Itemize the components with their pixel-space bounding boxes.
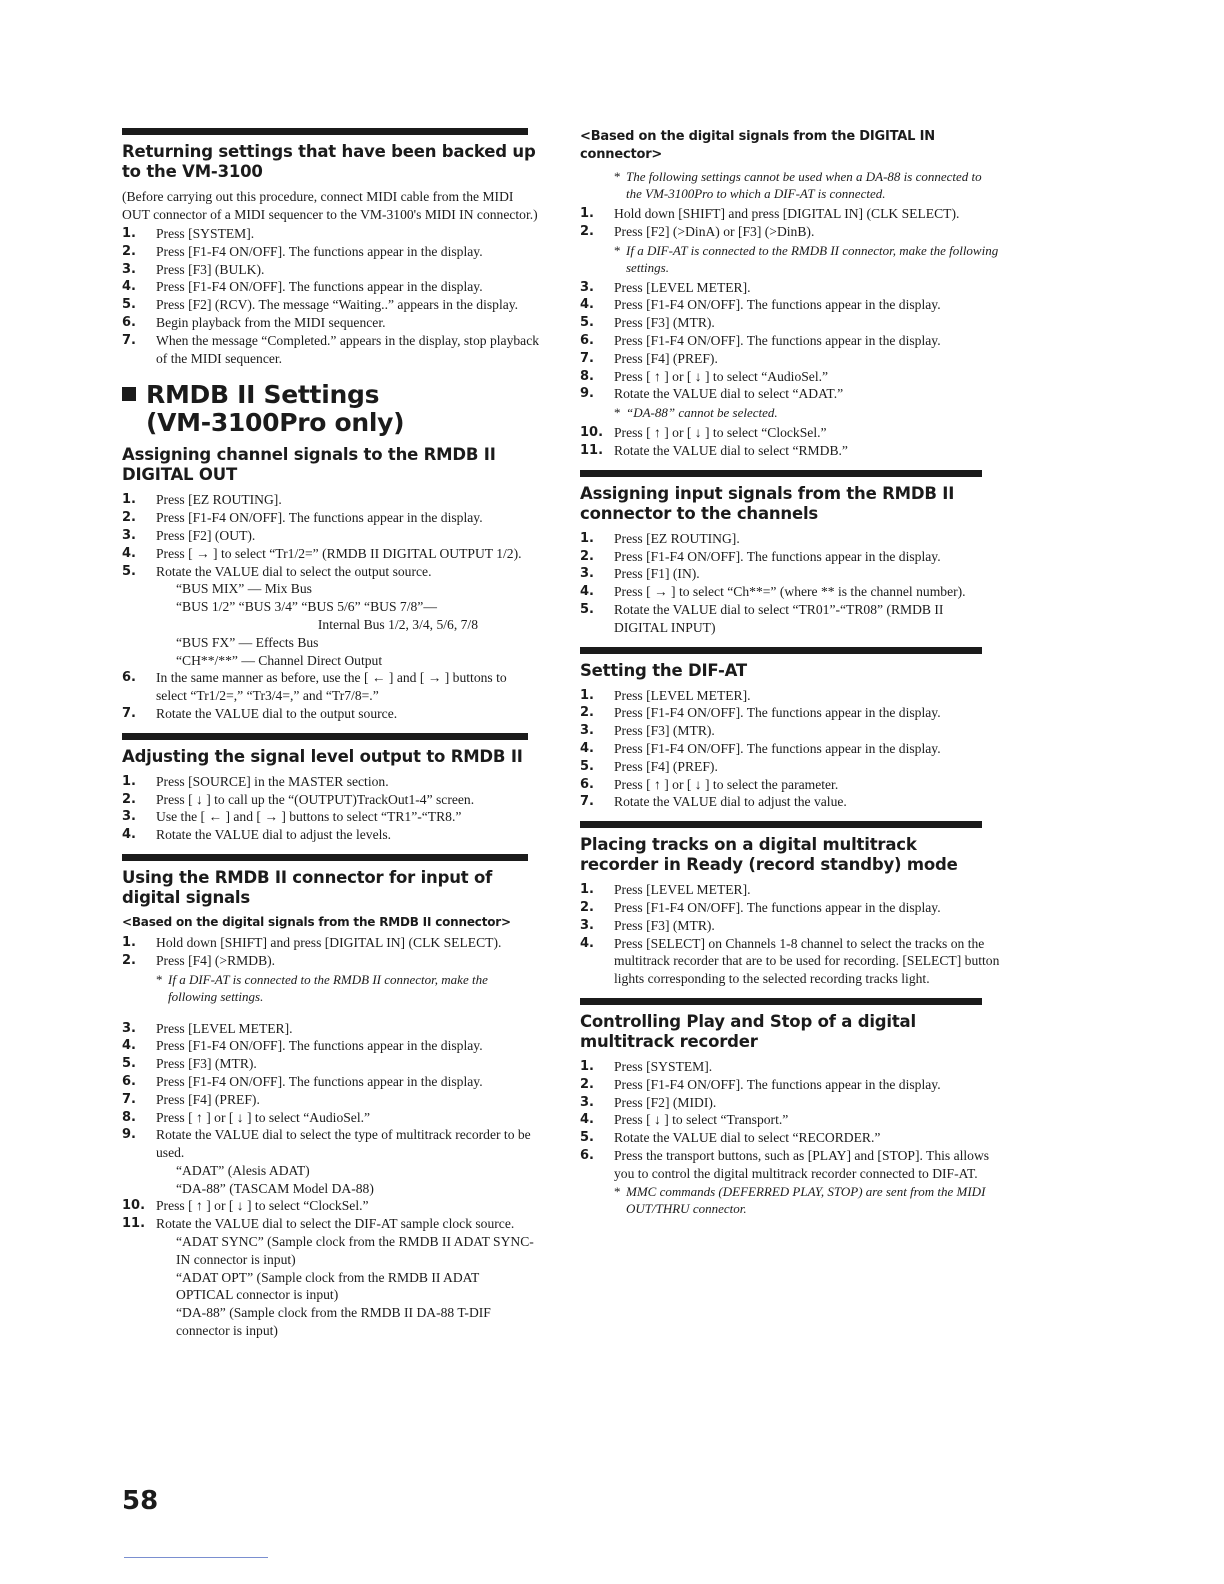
- section-rule: [580, 821, 982, 828]
- step-number: 4.: [580, 740, 594, 756]
- section-subtitle: <Based on the digital signals from the DIGITAL IN connector>: [580, 129, 935, 162]
- step-item: [580, 548, 1000, 566]
- page-number: 58: [122, 1486, 159, 1516]
- step-text: In the same manner as before, use the [ ← ] and [ → ] buttons to select “Tr1/2=,” “Tr3/4=,” and “Tr7/8=.”: [156, 670, 507, 704]
- step-text: Rotate the VALUE dial to select “RECORDER.”: [614, 1130, 881, 1146]
- step-text: Press [F1-F4 ON/OFF]. The functions appear in the display.: [614, 740, 941, 756]
- step-number: 10.: [580, 425, 604, 441]
- section-title: Placing tracks on a digital multitrack recorder in Ready (record standby) mode: [580, 835, 958, 875]
- step-item: [122, 1109, 540, 1127]
- step-text: Press [F1-F4 ON/OFF]. The functions appear in the display.: [614, 297, 941, 313]
- step-item: [122, 1215, 540, 1233]
- section-title: Assigning channel signals to the RMDB II DIGITAL OUT: [122, 445, 496, 485]
- section-title: Assigning input signals from the RMDB II connector to the channels: [580, 483, 955, 523]
- step-text: Hold down [SHIFT] and press [DIGITAL IN] (CLK SELECT).: [156, 934, 502, 950]
- step-number: 5.: [122, 563, 136, 579]
- section-intro: (Before carrying out this procedure, connect MIDI cable from the MIDI OUT connector of a MIDI sequencer to the VM-3100's MIDI IN connector.): [122, 189, 538, 222]
- step-text: Press [ → ] to select “Ch**=” (where ** is the channel number).: [614, 584, 966, 600]
- step-number: 1.: [122, 492, 136, 508]
- step-list: [122, 1197, 540, 1233]
- section-rule: [122, 854, 528, 861]
- step-item: [580, 881, 1000, 899]
- step-text: Press [F3] (MTR).: [614, 723, 715, 739]
- step-number: 6.: [122, 670, 136, 686]
- step-item: [580, 1094, 1000, 1112]
- square-bullet-icon: [122, 387, 136, 401]
- step-item: [580, 935, 1000, 988]
- step-text: Press [F1-F4 ON/OFF]. The functions appear in the display.: [614, 332, 941, 348]
- step-text: Press [ ↓ ] to select “Transport.”: [614, 1112, 789, 1128]
- step-item: [122, 332, 540, 368]
- step-text: Press [ ↑ ] or [ ↓ ] to select “AudioSel.”: [156, 1109, 371, 1125]
- step-text: Rotate the VALUE dial to adjust the levels.: [156, 827, 392, 843]
- step-number: 8.: [122, 1109, 136, 1125]
- step-number: 7.: [122, 705, 136, 721]
- step-number: 2.: [122, 243, 136, 259]
- step-number: 4.: [580, 935, 594, 951]
- step-number: 9.: [122, 1127, 136, 1143]
- step-text: Rotate the VALUE dial to select “ADAT.”: [614, 386, 844, 402]
- step-text: Rotate the VALUE dial to select “TR01”-“TR08” (RMDB II DIGITAL INPUT): [614, 601, 944, 635]
- step-text: Use the [ ← ] and [ → ] buttons to select “TR1”-“TR8.”: [156, 809, 462, 825]
- step-item: [122, 791, 540, 809]
- step-text: Press [ → ] to select “Tr1/2=” (RMDB II DIGITAL OUTPUT 1/2).: [156, 545, 522, 561]
- step-text: Press [ ↓ ] to call up the “(OUTPUT)TrackOut1-4” screen.: [156, 791, 475, 807]
- section-returning-settings: [122, 128, 540, 367]
- step-number: 4.: [122, 279, 136, 295]
- step-text: Press [F1-F4 ON/OFF]. The functions appear in the display.: [156, 279, 483, 295]
- footer-line: [124, 1557, 268, 1558]
- step-list: [580, 1058, 1000, 1183]
- step-number: 4.: [122, 1038, 136, 1054]
- step-number: 3.: [580, 566, 594, 582]
- step-item: [580, 1076, 1000, 1094]
- step-item: [580, 793, 1000, 811]
- step-item: [580, 1129, 1000, 1147]
- step-text: Hold down [SHIFT] and press [DIGITAL IN] (CLK SELECT).: [614, 206, 960, 221]
- note: * MMC commands (DEFERRED PLAY, STOP) are sent from the MIDI OUT/THRU connector.: [614, 1184, 986, 1217]
- step-item: [122, 826, 540, 844]
- step-item: [580, 704, 1000, 722]
- step-text: Press [F4] (PREF).: [156, 1091, 260, 1107]
- step-number: 2.: [122, 510, 136, 526]
- step-list: [122, 225, 540, 367]
- step-item: [122, 225, 540, 243]
- step-number: 4.: [122, 827, 136, 843]
- step-item: [122, 669, 540, 705]
- step-item: [122, 491, 540, 509]
- step-text: Press [F1-F4 ON/OFF]. The functions appear in the display.: [614, 899, 941, 915]
- step-number: 4.: [122, 545, 136, 561]
- step-item: [122, 1037, 540, 1055]
- step-item: [122, 527, 540, 545]
- step-number: 1.: [580, 1058, 594, 1074]
- step-item: [580, 722, 1000, 740]
- step-number: 6.: [580, 332, 594, 348]
- step-item: [122, 1197, 540, 1215]
- step-item: [580, 1111, 1000, 1129]
- step-text: Rotate the VALUE dial to select “RMDB.”: [614, 442, 848, 458]
- step-item: [122, 1126, 540, 1162]
- step-item: [580, 583, 1000, 601]
- step-number: 11.: [580, 442, 604, 458]
- step-item: [580, 740, 1000, 758]
- step-number: 5.: [580, 1130, 594, 1146]
- section-title: Setting the DIF-AT: [580, 660, 747, 680]
- step-number: 2.: [580, 548, 594, 564]
- step-item: [122, 545, 540, 563]
- step-text: Press [SELECT] on Channels 1-8 channel to select the tracks on the multitrack recorder that are to be used for recording. [SELECT] button lights corresponding to the selected recording tracks light.: [614, 935, 1000, 987]
- step-number: 9.: [580, 386, 594, 402]
- step-item: [580, 442, 1000, 460]
- step-text: Press [F1-F4 ON/OFF]. The functions appear in the display.: [614, 705, 941, 721]
- step-text: Press [ ↑ ] or [ ↓ ] to select the parameter.: [614, 776, 839, 792]
- recorder-type-options: “ADAT” (Alesis ADAT) “DA-88” (TASCAM Model DA-88): [176, 1162, 374, 1196]
- step-item: [122, 808, 540, 826]
- step-number: 1.: [580, 687, 594, 703]
- step-text: Rotate the VALUE dial to select the DIF-AT sample clock source.: [156, 1216, 515, 1232]
- step-item: [580, 530, 1000, 548]
- step-text: Press [F1] (IN).: [614, 566, 700, 582]
- step-item: [580, 424, 1000, 442]
- step-list: [122, 934, 540, 970]
- section-rule: [122, 733, 528, 740]
- step-text: Press [EZ ROUTING].: [156, 492, 282, 508]
- step-text: Press [SYSTEM].: [156, 226, 255, 241]
- step-list: [580, 424, 1000, 460]
- step-number: 1.: [122, 773, 136, 789]
- section-title: Using the RMDB II connector for input of digital signals: [122, 867, 493, 907]
- step-text: Press [LEVEL METER].: [614, 279, 751, 295]
- step-number: 5.: [122, 1056, 136, 1072]
- section-subtitle: <Based on the digital signals from the RMDB II connector>: [122, 914, 511, 929]
- step-item: [122, 563, 540, 581]
- main-heading: RMDB II Settings (VM-3100Pro only): [122, 381, 540, 437]
- step-item: [580, 687, 1000, 705]
- section-controlling-play-stop: [580, 998, 1000, 1218]
- step-number: 1.: [580, 530, 594, 546]
- step-number: 1.: [580, 882, 594, 898]
- step-text: Press [F3] (MTR).: [614, 917, 715, 933]
- step-number: 3.: [580, 1094, 594, 1110]
- step-text: Rotate the VALUE dial to select the output source.: [156, 563, 432, 579]
- step-list: [580, 279, 1000, 404]
- section-adjusting-signal-level: [122, 733, 540, 844]
- step-text: Press [F1-F4 ON/OFF]. The functions appear in the display.: [614, 548, 941, 564]
- step-item: [580, 223, 1000, 241]
- step-number: 6.: [122, 1073, 136, 1089]
- step-list: [580, 205, 1000, 241]
- step-text: Press [F2] (RCV). The message “Waiting..” appears in the display.: [156, 297, 519, 313]
- step-item: [580, 368, 1000, 386]
- step-text: Press [ ↑ ] or [ ↓ ] to select “ClockSel.”: [614, 425, 827, 441]
- step-number: 3.: [580, 723, 594, 739]
- step-item: [580, 385, 1000, 403]
- clock-source-options: “ADAT SYNC” (Sample clock from the RMDB II ADAT SYNC-IN connector is input) “ADAT OPT” (Sample clock from the RMDB II ADAT OPTICAL connector is input) “DA-88” (Sample clock from the RMDB II DA-88 T-DIF connector is input): [176, 1234, 534, 1339]
- step-item: [122, 314, 540, 332]
- step-item: [580, 296, 1000, 314]
- step-text: Press [F1-F4 ON/OFF]. The functions appear in the display.: [614, 1076, 941, 1092]
- note: * “DA-88” cannot be selected.: [614, 405, 778, 421]
- step-text: When the message “Completed.” appears in the display, stop playback of the MIDI sequencer.: [156, 332, 540, 366]
- right-column: [580, 128, 1000, 1220]
- step-number: 3.: [122, 809, 136, 825]
- step-number: 1.: [580, 206, 594, 221]
- section-rule: [580, 998, 982, 1005]
- step-number: 7.: [122, 1091, 136, 1107]
- step-item: [580, 565, 1000, 583]
- section-rule: [122, 128, 528, 135]
- step-number: 3.: [122, 261, 136, 277]
- step-text: Press [F3] (MTR).: [614, 315, 715, 331]
- step-number: 2.: [580, 223, 594, 239]
- step-text: Begin playback from the MIDI sequencer.: [156, 314, 386, 330]
- step-number: 3.: [122, 527, 136, 543]
- step-number: 5.: [122, 297, 136, 313]
- section-assigning-input-signals: [580, 470, 1000, 637]
- step-text: Press [F4] (>RMDB).: [156, 952, 276, 968]
- step-item: [122, 1020, 540, 1038]
- section-rule: [580, 647, 982, 654]
- step-number: 4.: [580, 297, 594, 313]
- step-text: Press [ ↑ ] or [ ↓ ] to select “AudioSel.”: [614, 368, 829, 384]
- step-number: 3.: [580, 917, 594, 933]
- step-item: [122, 278, 540, 296]
- step-number: 7.: [122, 332, 136, 348]
- step-number: 2.: [580, 705, 594, 721]
- step-item: [580, 899, 1000, 917]
- step-number: 4.: [580, 1112, 594, 1128]
- step-item: [580, 1147, 1000, 1183]
- step-item: [580, 350, 1000, 368]
- step-number: 1.: [122, 934, 136, 950]
- section-setting-dif-at: [580, 647, 1000, 812]
- step-item: [580, 279, 1000, 297]
- step-number: 3.: [122, 1020, 136, 1036]
- note: * If a DIF-AT is connected to the RMDB II connector, make the following settings.: [156, 971, 488, 1004]
- step-number: 2.: [580, 1076, 594, 1092]
- step-item: [580, 758, 1000, 776]
- step-number: 5.: [580, 601, 594, 617]
- step-text: Press [F4] (PREF).: [614, 350, 718, 366]
- step-item: [122, 1073, 540, 1091]
- section-title: Controlling Play and Stop of a digital multitrack recorder: [580, 1011, 916, 1051]
- step-number: 2.: [122, 952, 136, 968]
- step-number: 5.: [580, 315, 594, 331]
- step-list: [122, 773, 540, 844]
- section-digital-in-connector: [580, 128, 1000, 460]
- step-number: 1.: [122, 226, 136, 241]
- step-text: Press [F1-F4 ON/OFF]. The functions appear in the display.: [156, 1038, 483, 1054]
- step-text: Press [SOURCE] in the MASTER section.: [156, 773, 389, 789]
- step-list: [580, 530, 1000, 637]
- step-item: [122, 1091, 540, 1109]
- step-item: [122, 934, 540, 952]
- section-assigning-channel-signals: [122, 445, 540, 722]
- step-number: 6.: [580, 776, 594, 792]
- step-item: [580, 601, 1000, 637]
- step-item: [580, 332, 1000, 350]
- step-list: [580, 881, 1000, 988]
- step-text: Press [ ↑ ] or [ ↓ ] to select “ClockSel.”: [156, 1198, 369, 1214]
- note: * The following settings cannot be used when a DA-88 is connected to the VM-3100Pro to which a DIF-AT is connected.: [614, 169, 982, 201]
- note: * If a DIF-AT is connected to the RMDB II connector, make the following settings.: [614, 242, 999, 275]
- step-text: Press [F4] (PREF).: [614, 758, 718, 774]
- step-item: [580, 1058, 1000, 1076]
- step-text: Press [F2] (>DinA) or [F3] (>DinB).: [614, 223, 815, 239]
- section-using-rmdb-connector: [122, 854, 540, 1340]
- step-item: [580, 205, 1000, 223]
- step-item: [122, 705, 540, 723]
- step-text: Press [F1-F4 ON/OFF]. The functions appear in the display.: [156, 510, 483, 526]
- step-number: 6.: [580, 1147, 594, 1163]
- section-title: Adjusting the signal level output to RMDB II: [122, 746, 523, 766]
- step-number: 5.: [580, 758, 594, 774]
- step-text: Rotate the VALUE dial to the output source.: [156, 705, 398, 721]
- step-list: [122, 1020, 540, 1162]
- step-number: 2.: [122, 791, 136, 807]
- step-number: 6.: [122, 314, 136, 330]
- step-text: Press [LEVEL METER].: [614, 687, 751, 703]
- step-list: [122, 491, 540, 580]
- step-text: Press [LEVEL METER].: [614, 882, 751, 898]
- step-text: Press [F2] (MIDI).: [614, 1094, 717, 1110]
- step-item: [122, 952, 540, 970]
- section-rule: [580, 470, 982, 477]
- step-text: Rotate the VALUE dial to select the type of multitrack recorder to be used.: [156, 1127, 531, 1161]
- step-item: [122, 773, 540, 791]
- step-number: 2.: [580, 899, 594, 915]
- step-list: [122, 669, 540, 722]
- step-item: [580, 314, 1000, 332]
- step-list: [580, 687, 1000, 812]
- step-text: Press [F1-F4 ON/OFF]. The functions appear in the display.: [156, 243, 483, 259]
- step-text: Press [F3] (BULK).: [156, 261, 265, 277]
- step-number: 8.: [580, 368, 594, 384]
- step-item: [122, 509, 540, 527]
- step-text: Press [LEVEL METER].: [156, 1020, 293, 1036]
- step-text: Press [F2] (OUT).: [156, 527, 256, 543]
- section-title: Returning settings that have been backed up to the VM-3100: [122, 142, 536, 181]
- step-item: [580, 917, 1000, 935]
- step-text: Press [EZ ROUTING].: [614, 530, 740, 546]
- step-number: 7.: [580, 350, 594, 366]
- step-text: Press [SYSTEM].: [614, 1058, 713, 1074]
- section-placing-tracks-ready: [580, 821, 1000, 988]
- step-item: [580, 776, 1000, 794]
- step-text: Press [F1-F4 ON/OFF]. The functions appear in the display.: [156, 1073, 483, 1089]
- step-number: 10.: [122, 1198, 146, 1214]
- step-text: Press the transport buttons, such as [PLAY] and [STOP]. This allows you to control the digital multitrack recorder connected to DIF-AT.: [614, 1147, 990, 1181]
- step-number: 4.: [580, 584, 594, 600]
- step-text: Rotate the VALUE dial to adjust the value.: [614, 794, 847, 810]
- output-source-options: “BUS MIX” — Mix Bus “BUS 1/2” “BUS 3/4” “BUS 5/6” “BUS 7/8”— Internal Bus 1/2, 3/4, 5/6, 7/8 “BUS FX” — Effects Bus “CH**/**” — Channel Direct Output: [176, 581, 478, 668]
- left-column: [122, 128, 540, 1340]
- step-number: 3.: [580, 279, 594, 295]
- step-text: Press [F3] (MTR).: [156, 1056, 257, 1072]
- step-item: [122, 243, 540, 261]
- step-item: [122, 261, 540, 279]
- step-number: 11.: [122, 1216, 146, 1232]
- step-number: 7.: [580, 794, 594, 810]
- step-item: [122, 296, 540, 314]
- step-item: [122, 1055, 540, 1073]
